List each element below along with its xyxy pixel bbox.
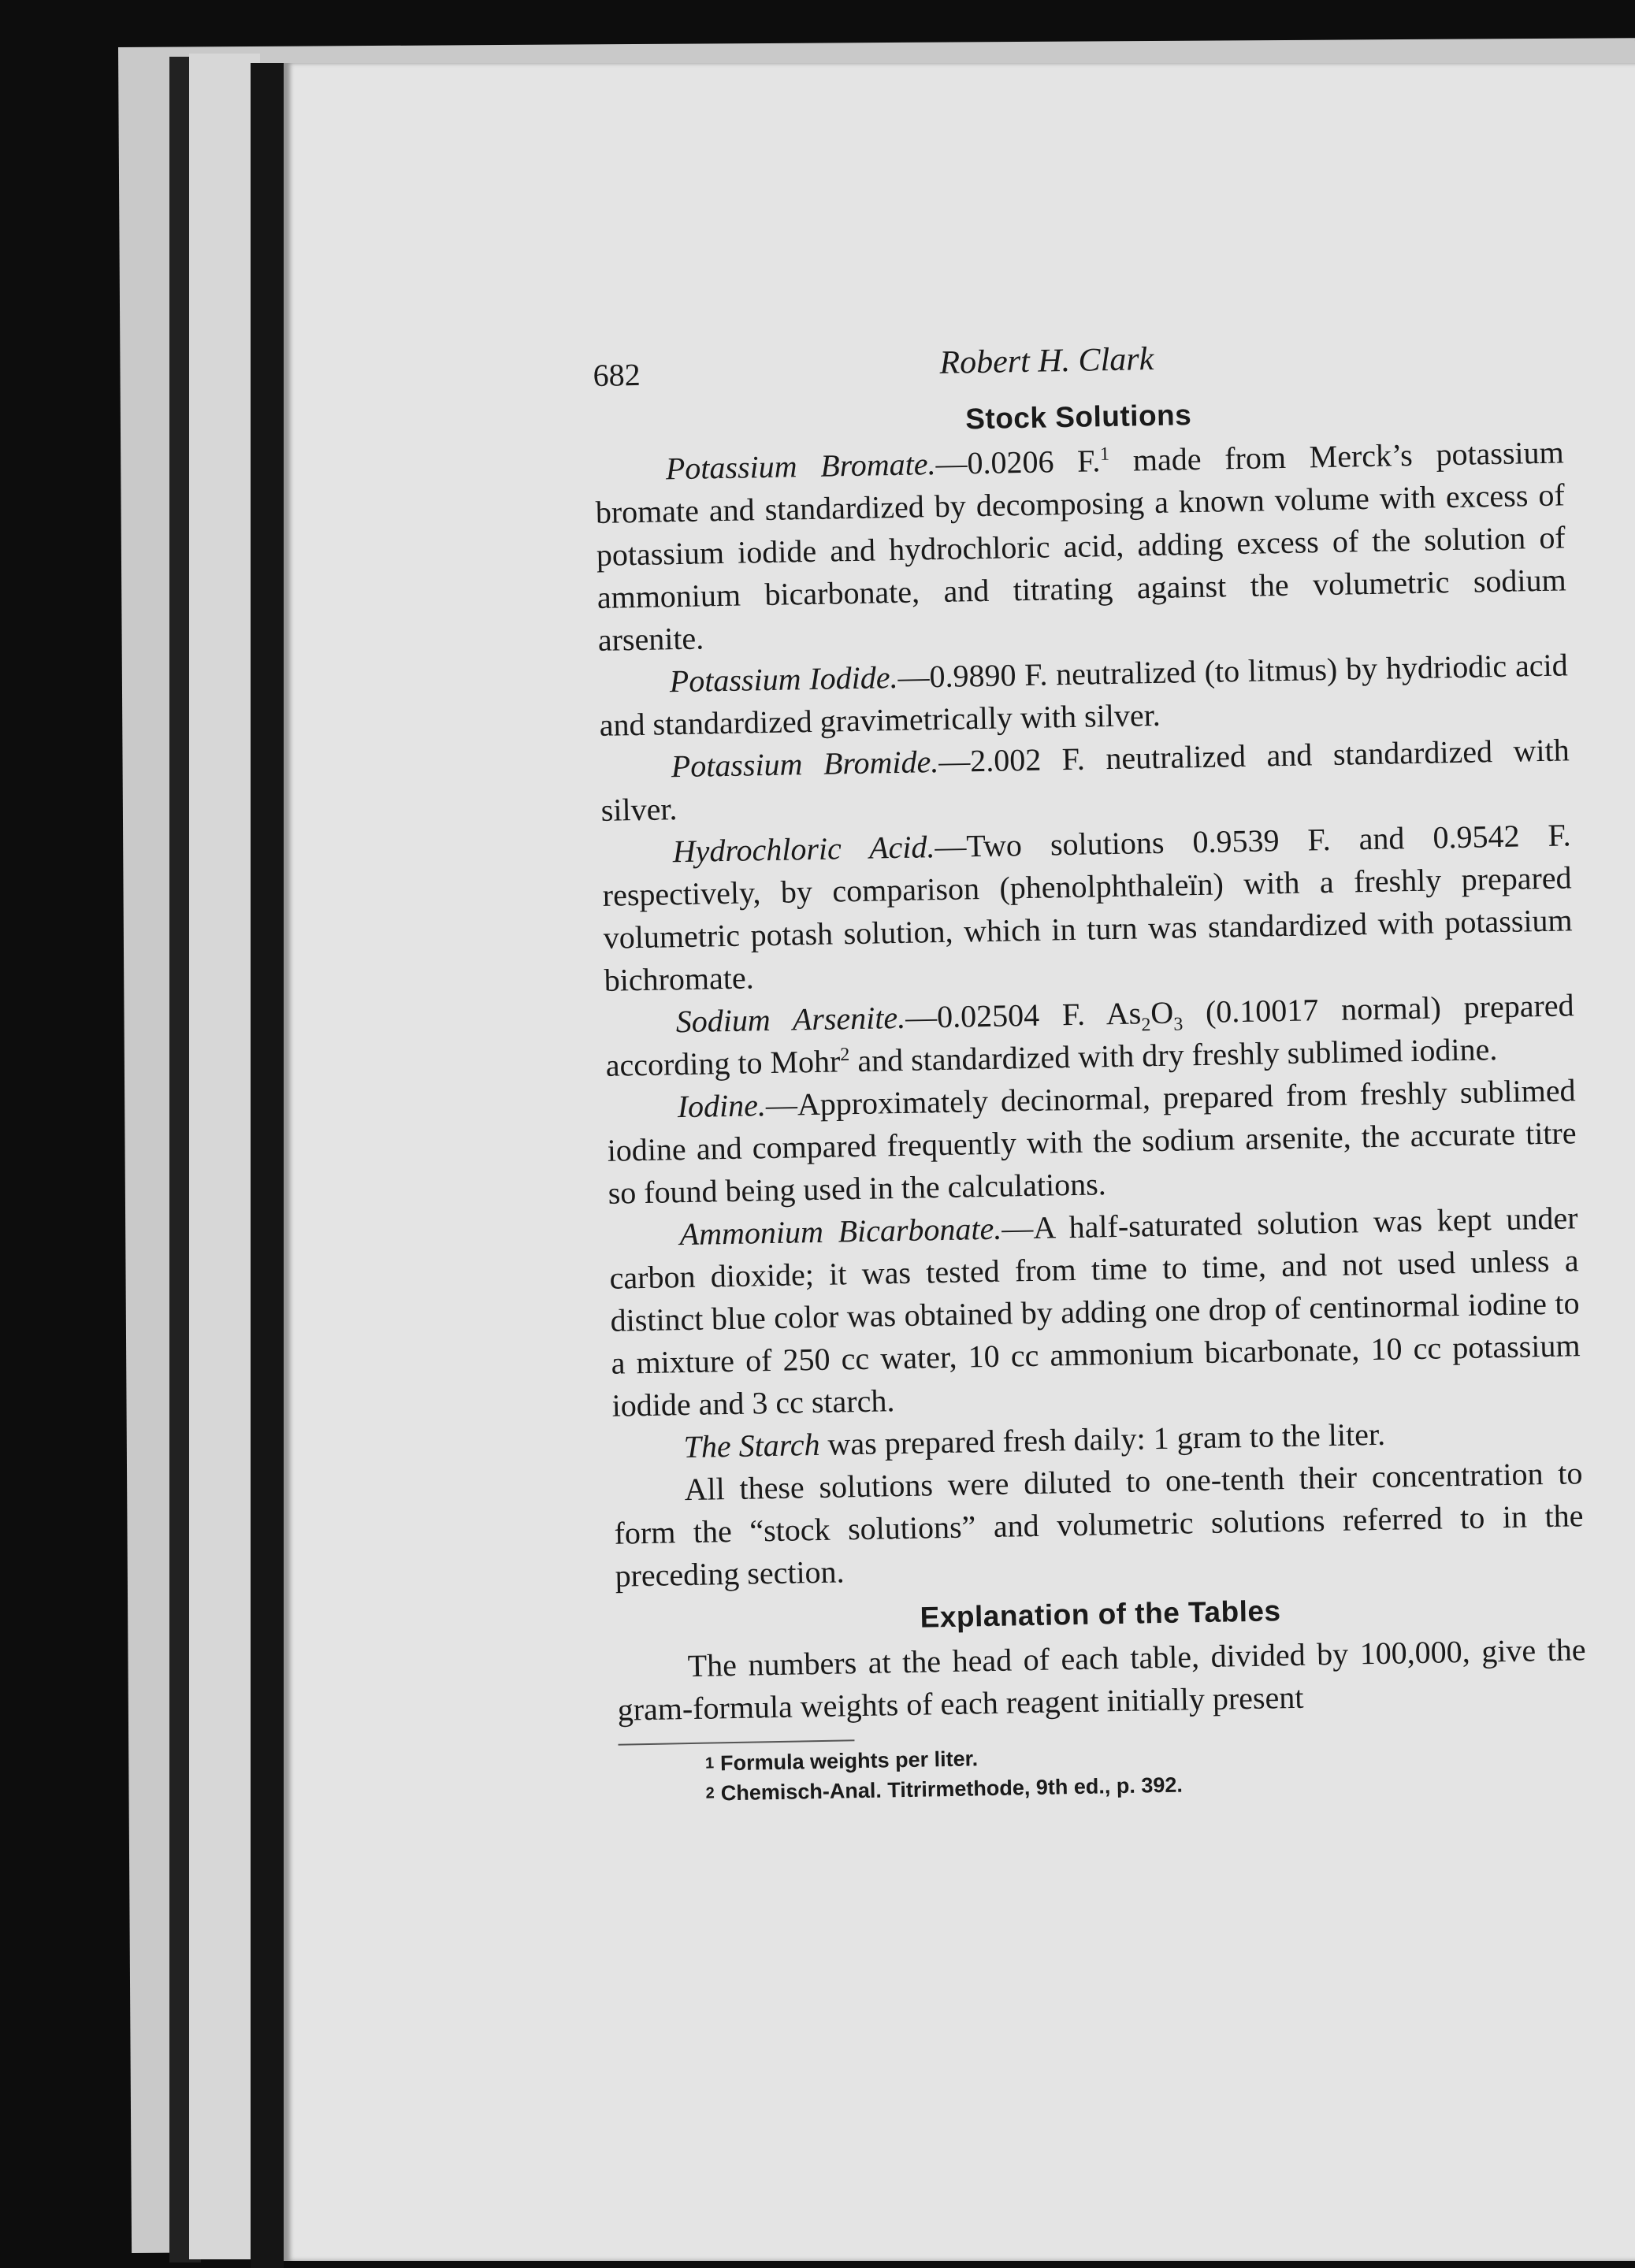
paragraph-ammonium-bicarbonate — [608, 1197, 1581, 1427]
paragraph-text: —Two solutions 0.9539 F. and 0.9542 F. respectively, by comparison (phenolphthaleïn) with a freshly prepared volumetric potash solution, which in turn was standardized with potassium bichromate. — [602, 817, 1573, 998]
paragraph-hydrochloric-acid — [601, 814, 1574, 1002]
reagent-name: Sodium Arsenite. — [675, 999, 906, 1040]
footnote-text: Formula weights per liter. — [719, 1746, 979, 1776]
subscript: 2 — [1141, 1015, 1151, 1036]
paragraph-text: —0.0206 F. — [935, 443, 1101, 482]
subscript: 3 — [1173, 1014, 1184, 1035]
binding-shadow — [251, 63, 284, 2268]
footnote-ref: 1 — [1099, 444, 1110, 465]
paragraph-text: (0.10017 normal) prepared according to Mohr — [605, 987, 1574, 1083]
reagent-name: Potassium Bromide. — [671, 744, 939, 785]
paragraph-text: —2.002 F. neutralized and standardized with silver. — [600, 732, 1570, 828]
footnote-ref: 2 — [839, 1044, 850, 1066]
paragraph-explanation — [616, 1628, 1587, 1732]
paragraph-text: —Approximately decinormal, prepared from freshly sublimed iodine and compared frequently with the sodium arsenite, the accurate titre so found being used in the calculations. — [607, 1072, 1577, 1211]
paragraph-text: —0.9890 F. neutralized (to litmus) by hydriodic acid and standardized gravimetrically with silver. — [599, 647, 1569, 743]
footnote-rule — [619, 1739, 855, 1745]
paragraph-text: made from Merck’s potassium bromate and standardized by decomposing a known volume with excess of potassium iodide and hydrochloric acid, adding excess of the solution of ammonium bicarbonate, and titrating against the volumetric sodium arsenite. — [595, 434, 1567, 658]
page-edge — [189, 54, 260, 2259]
reagent-name: Iodine. — [677, 1087, 767, 1125]
paragraph-text: —0.02504 F. As — [905, 995, 1142, 1035]
section-heading: Stock Solutions — [964, 399, 1192, 436]
paragraph-text: and standardized with dry freshly sublimed iodine. — [849, 1031, 1498, 1079]
paragraph-text: The numbers at the head of each table, divided by 100,000, give the gram-formula weights of each reagent initially present — [617, 1631, 1586, 1728]
reagent-name: Potassium Iodide. — [669, 659, 898, 700]
reagent-name: Ammonium Bicarbonate. — [679, 1210, 1002, 1253]
paragraph-iodine — [606, 1069, 1577, 1215]
reagent-name: Hydrochloric Acid. — [672, 829, 935, 870]
page-number: 682 — [593, 356, 641, 393]
paragraph-text: All these solutions were diluted to one-tenth their concentration to form the “stock solutions” and volumetric solutions referred to in the preceding section. — [614, 1455, 1584, 1594]
page-text — [593, 329, 1589, 1810]
paragraph-text: was prepared fresh daily: 1 gram to the liter. — [819, 1416, 1386, 1462]
running-title: Robert H. Clark — [939, 340, 1154, 381]
paragraph-text: O — [1150, 994, 1174, 1031]
paragraph-text: —A half-saturated solution was kept under carbon dioxide; it was tested from time to time, and not used unless a distinct blue color was obtained by adding one drop of centinormal iodine to a mixture of 250 cc water, 10 cc ammonium bicarbonate, 10 cc potassium iodide and 3 cc starch. — [609, 1200, 1581, 1424]
reagent-name: Potassium Bromate. — [665, 446, 936, 487]
paragraph-dilution — [613, 1452, 1585, 1598]
footnote-text: Chemisch-Anal. Titrirmethode, 9th ed., p. 392. — [720, 1772, 1184, 1806]
footnote-mark: 2 — [705, 1784, 715, 1802]
section-heading: Explanation of the Tables — [920, 1594, 1281, 1634]
paragraph-potassium-bromate — [594, 431, 1567, 661]
reagent-name: The Starch — [683, 1426, 820, 1465]
footnote-mark: 1 — [704, 1754, 715, 1772]
